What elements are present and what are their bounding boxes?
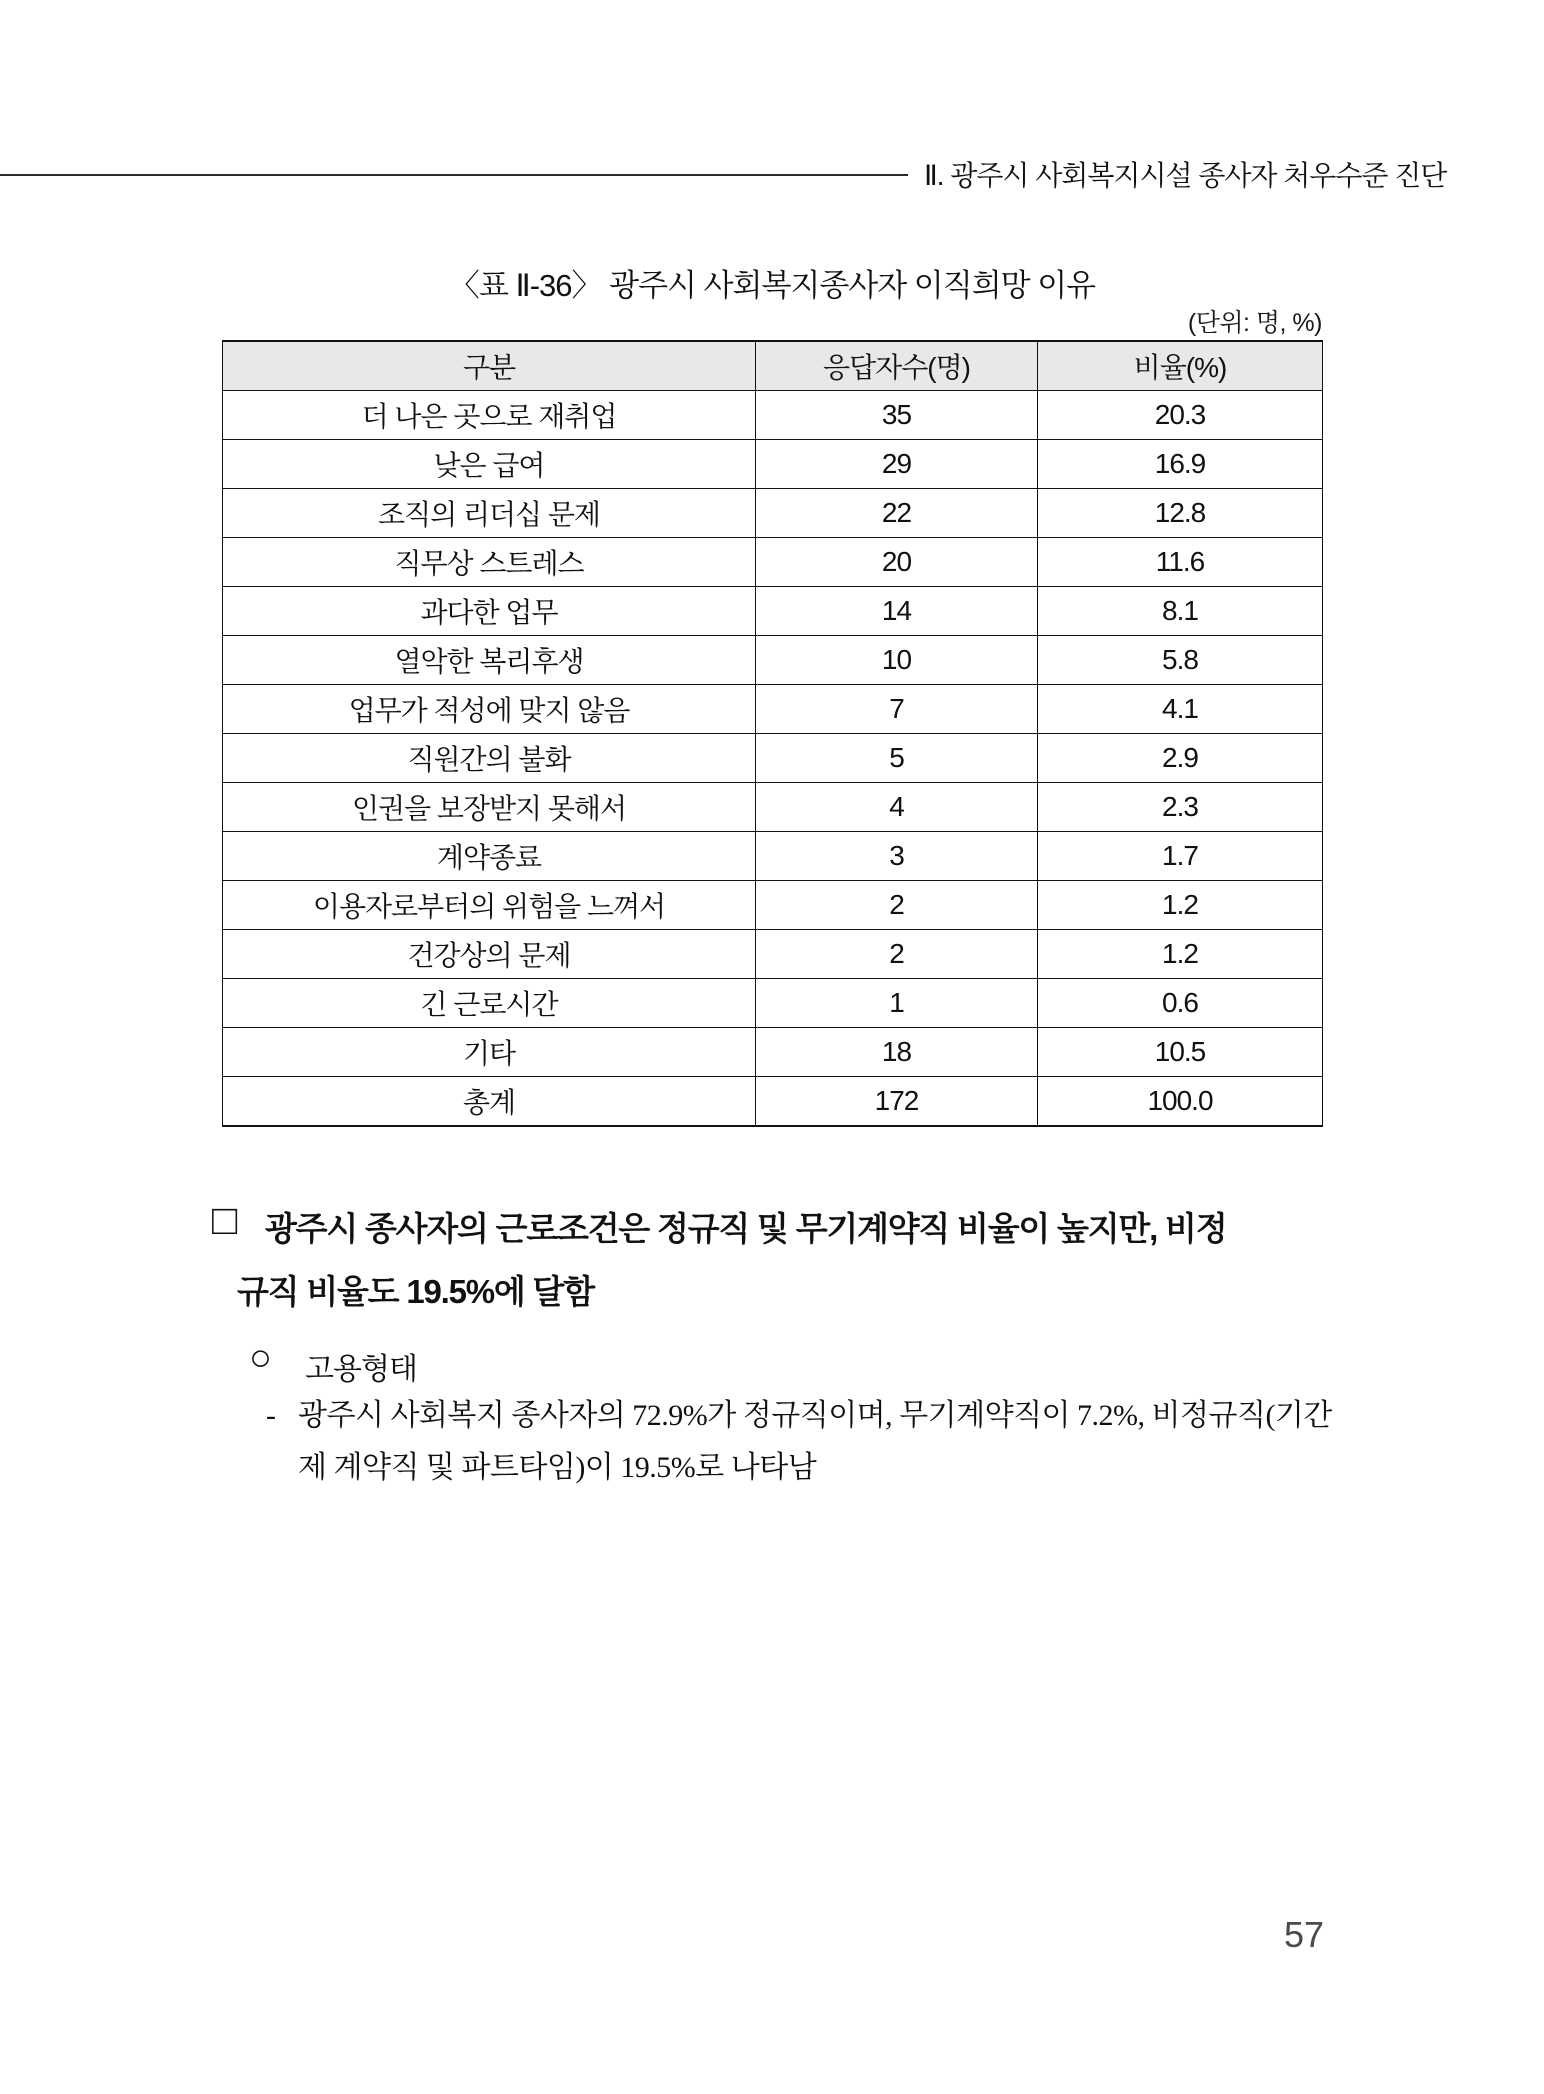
cell-count: 10 bbox=[756, 636, 1038, 685]
cell-label: 직원간의 불화 bbox=[223, 734, 756, 783]
cell-count: 18 bbox=[756, 1028, 1038, 1077]
unit-note: (단위: 명, %) bbox=[1187, 309, 1322, 337]
table-row bbox=[223, 1028, 1323, 1077]
survey-table bbox=[222, 340, 1323, 1127]
table-row bbox=[223, 734, 1323, 783]
cell-count: 2 bbox=[756, 930, 1038, 979]
page-number: 57 bbox=[1284, 1914, 1325, 1955]
cell-percent: 1.2 bbox=[1038, 881, 1323, 930]
cell-percent: 2.3 bbox=[1038, 783, 1323, 832]
cell-percent: 16.9 bbox=[1038, 440, 1323, 489]
cell-label: 인권을 보장받지 못해서 bbox=[223, 783, 756, 832]
cell-percent: 10.5 bbox=[1038, 1028, 1323, 1077]
table-row bbox=[223, 979, 1323, 1028]
cell-count: 2 bbox=[756, 881, 1038, 930]
cell-percent: 12.8 bbox=[1038, 489, 1323, 538]
table-header bbox=[223, 341, 1323, 391]
cell-count: 172 bbox=[756, 1077, 1038, 1127]
sub-heading: 고용형태 bbox=[305, 1353, 417, 1386]
column-header: 비율(%) bbox=[1038, 341, 1323, 391]
cell-label: 계약종료 bbox=[223, 832, 756, 881]
cell-label: 조직의 리더십 문제 bbox=[223, 489, 756, 538]
square-bullet: □ bbox=[212, 1196, 238, 1243]
cell-percent: 0.6 bbox=[1038, 979, 1323, 1028]
cell-label: 더 나은 곳으로 재취업 bbox=[223, 391, 756, 440]
table-row bbox=[223, 685, 1323, 734]
cell-count: 20 bbox=[756, 538, 1038, 587]
section-heading-line2: 규직 비율도 19.5%에 달함 bbox=[237, 1273, 594, 1310]
table-row bbox=[223, 489, 1323, 538]
cell-count: 3 bbox=[756, 832, 1038, 881]
table-row bbox=[223, 587, 1323, 636]
chapter-header-rule bbox=[0, 174, 908, 176]
cell-count: 1 bbox=[756, 979, 1038, 1028]
cell-label: 기타 bbox=[223, 1028, 756, 1077]
chapter-title: Ⅱ. 광주시 사회복지시설 종사자 처우수준 진단 bbox=[924, 160, 1447, 191]
cell-label: 총계 bbox=[223, 1077, 756, 1127]
cell-percent: 1.7 bbox=[1038, 832, 1323, 881]
cell-percent: 4.1 bbox=[1038, 685, 1323, 734]
table-row bbox=[223, 391, 1323, 440]
table-body bbox=[223, 391, 1323, 1127]
table-row bbox=[223, 538, 1323, 587]
cell-label: 이용자로부터의 위험을 느껴서 bbox=[223, 881, 756, 930]
cell-label: 긴 근로시간 bbox=[223, 979, 756, 1028]
cell-count: 7 bbox=[756, 685, 1038, 734]
circle-bullet: ○ bbox=[249, 1337, 272, 1379]
table-row bbox=[223, 930, 1323, 979]
cell-label: 건강상의 문제 bbox=[223, 930, 756, 979]
column-header: 구분 bbox=[223, 341, 756, 391]
table-row bbox=[223, 636, 1323, 685]
table-row bbox=[223, 881, 1323, 930]
cell-percent: 20.3 bbox=[1038, 391, 1323, 440]
cell-label: 직무상 스트레스 bbox=[223, 538, 756, 587]
cell-count: 5 bbox=[756, 734, 1038, 783]
dash-bullet: - bbox=[266, 1399, 276, 1432]
section-heading-line1: 광주시 종사자의 근로조건은 정규직 및 무기계약직 비율이 높지만, 비정 bbox=[265, 1210, 1227, 1247]
cell-label: 열악한 복리후생 bbox=[223, 636, 756, 685]
cell-label: 과다한 업무 bbox=[223, 587, 756, 636]
table-caption: 〈표 Ⅱ-36〉 광주시 사회복지종사자 이직희망 이유 bbox=[448, 268, 1096, 303]
cell-count: 22 bbox=[756, 489, 1038, 538]
cell-label: 낮은 급여 bbox=[223, 440, 756, 489]
cell-count: 29 bbox=[756, 440, 1038, 489]
detail-text-line1: 광주시 사회복지 종사자의 72.9%가 정규직이며, 무기계약직이 7.2%, 비정규직(기간 bbox=[298, 1399, 1332, 1432]
table-row bbox=[223, 440, 1323, 489]
cell-percent: 5.8 bbox=[1038, 636, 1323, 685]
cell-percent: 11.6 bbox=[1038, 538, 1323, 587]
detail-text-line2: 제 계약직 및 파트타임)이 19.5%로 나타남 bbox=[298, 1451, 817, 1484]
cell-count: 35 bbox=[756, 391, 1038, 440]
column-header: 응답자수(명) bbox=[756, 341, 1038, 391]
cell-count: 14 bbox=[756, 587, 1038, 636]
table-row bbox=[223, 783, 1323, 832]
cell-percent: 2.9 bbox=[1038, 734, 1323, 783]
cell-percent: 100.0 bbox=[1038, 1077, 1323, 1127]
table-row bbox=[223, 832, 1323, 881]
cell-percent: 1.2 bbox=[1038, 930, 1323, 979]
cell-count: 4 bbox=[756, 783, 1038, 832]
table-row bbox=[223, 1077, 1323, 1127]
table-header-row bbox=[223, 341, 1323, 391]
cell-percent: 8.1 bbox=[1038, 587, 1323, 636]
cell-label: 업무가 적성에 맞지 않음 bbox=[223, 685, 756, 734]
